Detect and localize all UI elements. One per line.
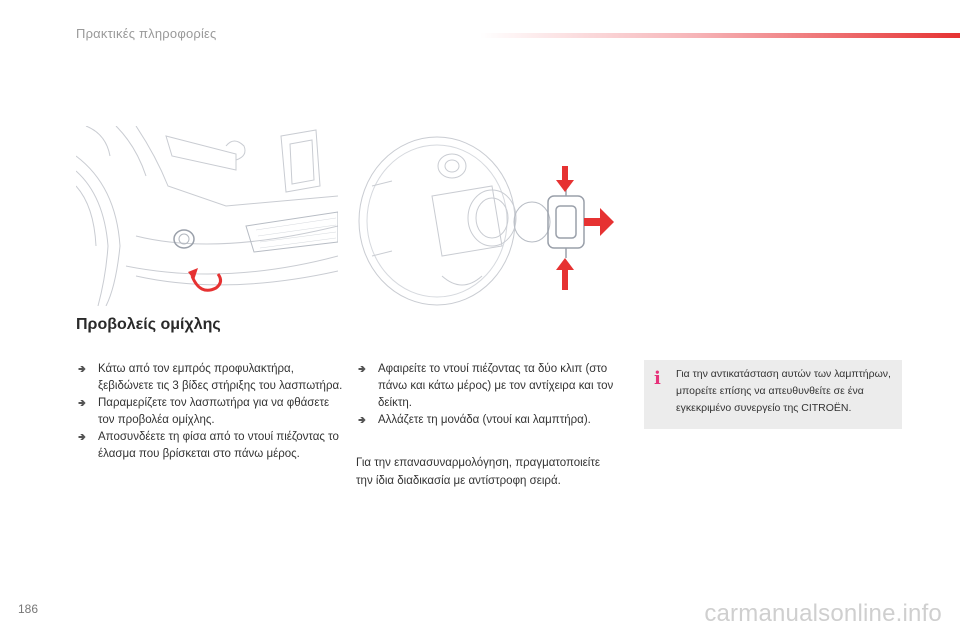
step-text: Αποσυνδέετε τη φίσα από το ντουί πιέζοντας το έλασμα που βρίσκεται στο πάνω μέρος. <box>98 431 339 460</box>
watermark: carmanualsonline.info <box>704 600 942 627</box>
fog-lamp-bulb-illustration <box>352 126 618 306</box>
list-item <box>76 395 344 429</box>
bumper-illustration <box>76 126 338 306</box>
list-item <box>76 429 344 463</box>
arrow-bullet-icon: 🢂 <box>78 398 87 409</box>
arrow-bullet-icon: 🢂 <box>78 432 87 443</box>
page-number: 186 <box>18 602 39 616</box>
arrow-bullet-icon: 🢂 <box>358 364 367 375</box>
steps-list-middle <box>356 361 624 429</box>
step-text: Αφαιρείτε το ντουί πιέζοντας τα δύο κλιπ (στο πάνω και κάτω μέρος) με τον αντίχειρα και τον δείκτη. <box>378 363 614 409</box>
arrow-bullet-icon: 🢂 <box>78 364 87 375</box>
list-item <box>76 361 344 395</box>
header-red-bar <box>480 33 960 38</box>
list-item <box>356 412 624 429</box>
reassembly-note: Για την επανασυναρμολόγηση, πραγματοποιείτε την ίδια διαδικασία με αντίστροφη σειρά. <box>356 457 601 487</box>
info-text: Για την αντικατάσταση αυτών των λαμπτήρων, μπορείτε επίσης να απευθυνθείτε σε ένα εγκεκριμένο συνεργείο της CITROËN. <box>676 368 891 414</box>
info-icon: i <box>654 368 661 389</box>
page-header-title: Πρακτικές πληροφορίες <box>76 26 217 41</box>
step-text: Αλλάζετε τη μονάδα (ντουί και λαμπτήρα). <box>378 414 591 426</box>
step-text: Παραμερίζετε τον λασπωτήρα για να φθάσετε τον προβολέα ομίχλης. <box>98 397 330 426</box>
step-text: Κάτω από τον εμπρός προφυλακτήρα, ξεβιδώνετε τις 3 βίδες στήριξης του λασπωτήρα. <box>98 363 343 392</box>
list-item <box>356 361 624 412</box>
section-title: Προβολείς ομίχλης <box>76 316 221 333</box>
info-box <box>644 360 902 429</box>
steps-list-left <box>76 361 344 463</box>
arrow-bullet-icon: 🢂 <box>358 415 367 426</box>
